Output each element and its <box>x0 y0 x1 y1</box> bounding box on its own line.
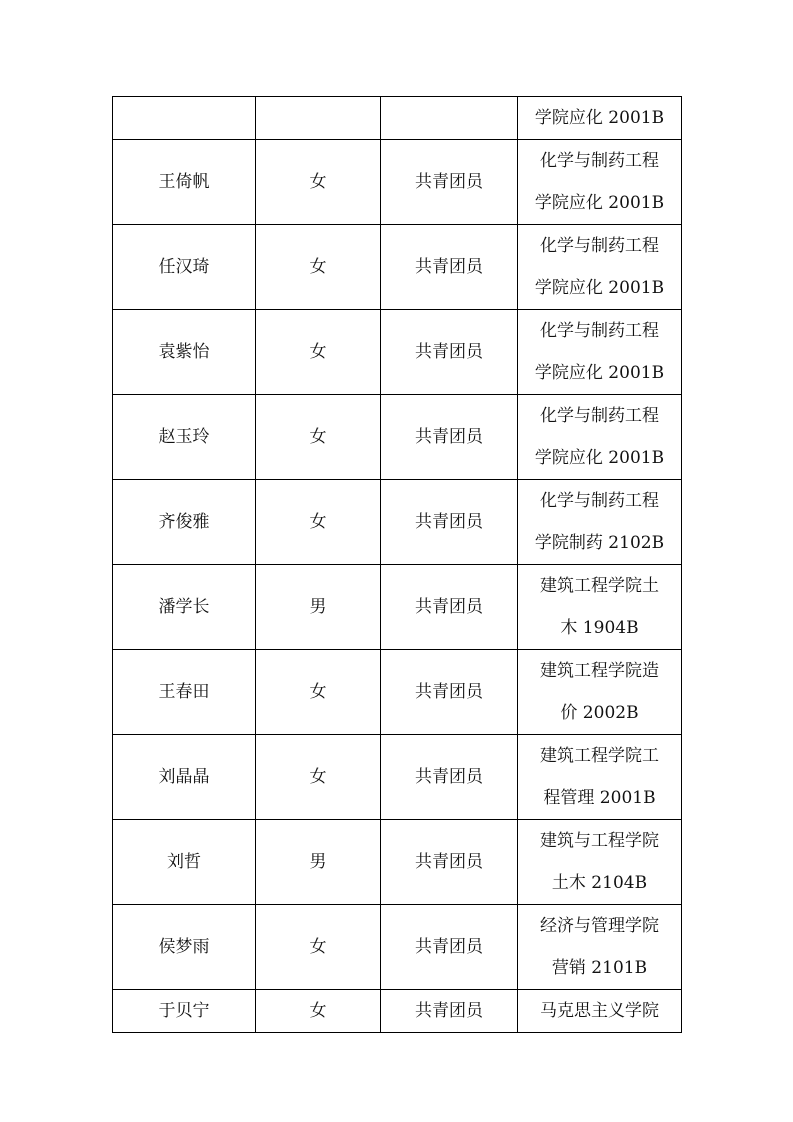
unit-cell <box>518 650 682 735</box>
unit-cell <box>518 565 682 650</box>
unit-line: 学院应化 2001B <box>534 193 665 213</box>
unit-cell <box>518 990 682 1033</box>
name-cell: 王春田 <box>113 650 256 735</box>
unit-line: 土木 2104B <box>551 873 648 893</box>
table-row <box>113 97 682 140</box>
name-cell: 齐俊雅 <box>113 480 256 565</box>
politics-cell <box>381 97 518 140</box>
unit-line: 化学与制药工程 <box>540 491 659 511</box>
politics-cell: 共青团员 <box>381 395 518 480</box>
table-row <box>113 395 682 480</box>
table-row <box>113 140 682 225</box>
gender-cell: 男 <box>256 565 381 650</box>
table-row <box>113 820 682 905</box>
gender-cell: 女 <box>256 905 381 990</box>
politics-cell: 共青团员 <box>381 140 518 225</box>
name-cell: 赵玉玲 <box>113 395 256 480</box>
unit-cell <box>518 480 682 565</box>
unit-line: 建筑与工程学院 <box>540 831 659 851</box>
unit-line: 建筑工程学院造 <box>540 661 659 681</box>
unit-line: 学院应化 2001B <box>534 278 665 298</box>
unit-cell <box>518 97 682 140</box>
unit-cell <box>518 735 682 820</box>
unit-line: 化学与制药工程 <box>540 151 659 171</box>
gender-cell: 女 <box>256 990 381 1033</box>
name-cell: 王倚帆 <box>113 140 256 225</box>
gender-cell: 女 <box>256 735 381 820</box>
unit-line: 马克思主义学院 <box>540 1001 659 1021</box>
name-cell: 任汉琦 <box>113 225 256 310</box>
member-table-body <box>113 97 682 1033</box>
unit-line: 学院应化 2001B <box>534 108 665 128</box>
gender-cell: 女 <box>256 395 381 480</box>
table-row <box>113 310 682 395</box>
unit-line: 价 2002B <box>560 703 639 723</box>
unit-line: 化学与制药工程 <box>540 406 659 426</box>
unit-line: 建筑工程学院土 <box>540 576 659 596</box>
name-cell: 潘学长 <box>113 565 256 650</box>
table-row <box>113 480 682 565</box>
unit-cell <box>518 140 682 225</box>
name-cell: 刘晶晶 <box>113 735 256 820</box>
table-row <box>113 225 682 310</box>
member-table <box>112 96 682 1033</box>
table-row <box>113 565 682 650</box>
politics-cell: 共青团员 <box>381 565 518 650</box>
unit-cell <box>518 225 682 310</box>
unit-cell <box>518 905 682 990</box>
table-row <box>113 735 682 820</box>
gender-cell <box>256 97 381 140</box>
table-row <box>113 650 682 735</box>
unit-line: 木 1904B <box>560 618 639 638</box>
gender-cell: 男 <box>256 820 381 905</box>
unit-cell <box>518 395 682 480</box>
politics-cell: 共青团员 <box>381 990 518 1033</box>
table-row <box>113 990 682 1033</box>
name-cell: 侯梦雨 <box>113 905 256 990</box>
politics-cell: 共青团员 <box>381 735 518 820</box>
unit-line: 营销 2101B <box>551 958 648 978</box>
unit-cell <box>518 310 682 395</box>
unit-cell <box>518 820 682 905</box>
politics-cell: 共青团员 <box>381 480 518 565</box>
unit-line: 学院制药 2102B <box>534 533 665 553</box>
politics-cell: 共青团员 <box>381 905 518 990</box>
unit-line: 化学与制药工程 <box>540 321 659 341</box>
name-cell: 袁紫怡 <box>113 310 256 395</box>
unit-line: 学院应化 2001B <box>534 448 665 468</box>
politics-cell: 共青团员 <box>381 310 518 395</box>
unit-line: 程管理 2001B <box>543 788 656 808</box>
unit-line: 学院应化 2001B <box>534 363 665 383</box>
name-cell: 于贝宁 <box>113 990 256 1033</box>
gender-cell: 女 <box>256 650 381 735</box>
unit-line: 化学与制药工程 <box>540 236 659 256</box>
gender-cell: 女 <box>256 140 381 225</box>
politics-cell: 共青团员 <box>381 225 518 310</box>
unit-line: 经济与管理学院 <box>540 916 659 936</box>
name-cell <box>113 97 256 140</box>
politics-cell: 共青团员 <box>381 820 518 905</box>
politics-cell: 共青团员 <box>381 650 518 735</box>
gender-cell: 女 <box>256 310 381 395</box>
name-cell: 刘哲 <box>113 820 256 905</box>
unit-line: 建筑工程学院工 <box>540 746 659 766</box>
gender-cell: 女 <box>256 225 381 310</box>
table-row <box>113 905 682 990</box>
gender-cell: 女 <box>256 480 381 565</box>
